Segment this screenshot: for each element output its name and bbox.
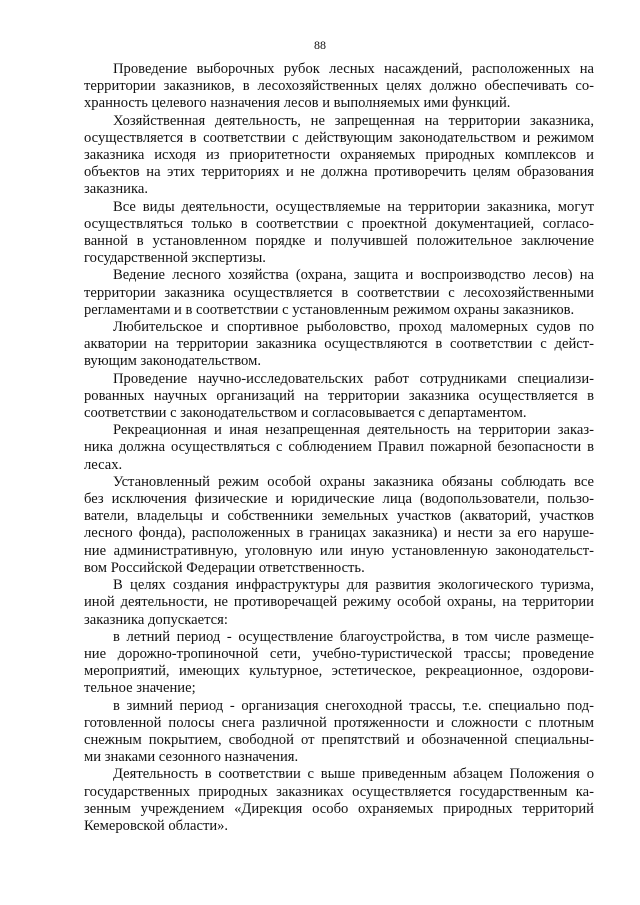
paragraph-line: осуществляться только в соответствии с проектной документацией, согласо- [84,215,594,232]
paragraph-line: заказника допускается: [84,611,228,628]
paragraph [84,698,594,767]
paragraph-line: заказника. [84,181,148,198]
paragraph-line: готовленной полосы снега различной протяженности и сложности с плотным [84,714,594,731]
paragraph-line: Любительское и спортивное рыболовство, проход маломерных судов по [113,319,594,336]
paragraph-line: В целях создания инфраструктуры для развития экологического туризма, [113,577,594,594]
paragraph-line: Рекреационная и иная незапрещенная деятельность на территории заказ- [113,422,594,439]
paragraph-line: ника должна осуществляться с соблюдением Правил пожарной безопасности в [84,439,594,456]
paragraph-line: Деятельность в соответствии с выше приведенным абзацем Положения о [113,766,594,783]
paragraph-line: в летний период - осуществление благоустройства, в том числе размеще- [113,628,594,645]
paragraph-line: объектов на этих территориях и не должна противоречить целям образования [84,164,594,181]
paragraph-line: вующим законодательством. [84,353,261,370]
paragraph-line: ватели, владельцы и собственники земельных участков (акваторий, участков [84,508,594,525]
paragraph [84,577,594,629]
paragraph [84,766,594,835]
paragraph-line: ние дорожно-тропиночной сети, учебно-туристической трассы; проведение [84,645,594,662]
paragraph-line: Проведение научно-исследовательских работ сотрудниками специализи- [113,370,594,387]
paragraph-line: ванной в установленном порядке и получившей положительное заключение [84,233,594,250]
paragraph-line: государственных природных заказниках осуществляется государственным ка- [84,783,594,800]
paragraph-line: хранность целевого назначения лесов и выполняемых ими функций. [84,95,511,112]
paragraph-line: вом Российской Федерации ответственность. [84,559,365,576]
paragraph-line: тельное значение; [84,680,196,697]
paragraph [84,422,594,474]
paragraph-line: Кемеровской области». [84,817,229,834]
paragraph [84,113,594,199]
paragraph [84,371,594,423]
paragraph-line: снежным покрытием, свободной от препятствий и обозначенной специальны- [84,731,594,748]
paragraph-line: Проведение выборочных рубок лесных насаждений, расположенных на [113,61,594,77]
paragraph [84,267,594,319]
paragraph-line: иной деятельности, не противоречащей режиму особой охраны, на территории [84,594,594,611]
paragraph-line: Хозяйственная деятельность, не запрещенная на территории заказника, [113,112,594,129]
document-body [84,61,594,835]
paragraph [84,61,594,113]
paragraph-line: осуществляется в соответствии с действующим законодательством и режимом [84,129,594,146]
paragraph [84,474,594,577]
paragraph-line: Все виды деятельности, осуществляемые на территории заказника, могут [113,198,594,215]
page-number: 88 [314,38,326,52]
paragraph-line: без исключения физические и юридические лица (водопользователи, пользо- [84,491,594,508]
paragraph-line: Ведение лесного хозяйства (охрана, защита и воспроизводство лесов) на [113,267,594,284]
paragraph-line: в зимний период - организация снегоходной трассы, т.е. специально под- [113,697,594,714]
paragraph-line: рованных научных организаций на территории заказника осуществляется в [84,387,594,404]
paragraph-line: ми знаками сезонного назначения. [84,749,299,766]
paragraph-line: Установленный режим особой охраны заказника обязаны соблюдать все [113,473,594,490]
paragraph-line: территории заказника осуществляется в соответствии с лесохозяйственными [84,284,594,301]
paragraph-line: заказника исходя из приоритетности охраняемых природных комплексов и [84,147,594,164]
paragraph-line: территории заказников, в лесохозяйственных целях должно обеспечивать со- [84,78,594,95]
paragraph-line: ние административную, уголовную или иную установленную законодательст- [84,542,594,559]
paragraph-line: мероприятий, имеющих культурное, эстетическое, рекреационное, оздорови- [84,663,594,680]
paragraph-line: зенным учреждением «Дирекция особо охраняемых природных территорий [84,800,594,817]
paragraph-line: лесах. [84,456,123,473]
paragraph-line: соответствии с законодательством и согласовывается с департаментом. [84,405,527,422]
paragraph [84,199,594,268]
paragraph [84,629,594,698]
paragraph-line: лесного фонда), расположенных в границах заказника) и нести за его наруше- [84,525,594,542]
paragraph-line: государственной экспертизы. [84,250,266,267]
paragraph [84,319,594,371]
paragraph-line: акватории на территории заказника осуществляются в соответствии с дейст- [84,336,594,353]
paragraph-line: регламентами и в соответствии с установленным режимом охраны заказников. [84,301,575,318]
